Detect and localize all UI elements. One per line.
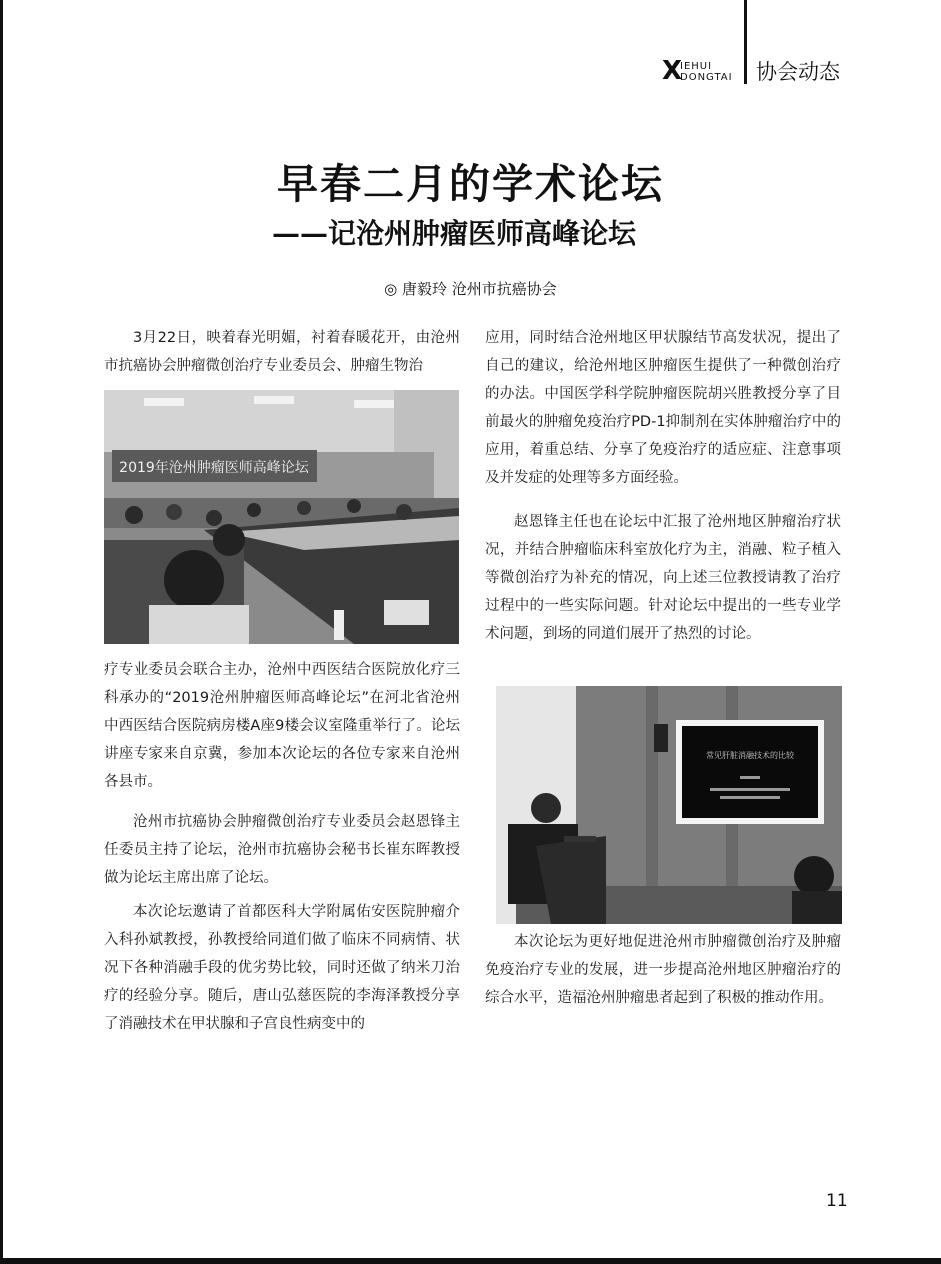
speaker-photo [496,686,842,924]
paragraph-4: 赵恩锋主任也在论坛中汇报了沧州地区肿瘤治疗状况，并结合肿瘤临床科室放化疗为主，消融、粒子植入等微创治疗为补充的情况，向上述三位教授请教了治疗过程中的一些实际问题。针对论坛中提出的一些专业学术问题，到场的同道们展开了热烈的讨论。 [485,514,841,642]
header-divider [744,0,747,84]
section-logo-line2: DONGTAI [680,72,733,83]
article-title: 早春二月的学术论坛 [277,160,664,208]
paragraph-2: 沧州市抗癌协会肿瘤微创治疗专业委员会赵恩锋主任委员主持了论坛，沧州市抗癌协会秘书长崔东晖教授做为论坛主席出席了论坛。 [104,814,460,886]
paragraph-3-start: 本次论坛邀请了首都医科大学附属佑安医院肿瘤介入科孙斌教授，孙教授给同道们做了临床不同病情、状况下各种消融手段的优劣势比较，同时还做了纳米刀治疗的经验分享。随后，唐山弘慈医院的李海泽教授分享了消融技术在甲状腺和子宫良性病变中的 [104,904,460,1032]
page-number: 11 [826,1191,848,1211]
page-bottom-edge [0,1258,941,1264]
paragraph-1-continued: 疗专业委员会联合主办，沧州中西医结合医院放化疗三科承办的“2019沧州肿瘤医师高峰论坛”在河北省沧州中西医结合医院病房楼A座9楼会议室隆重举行了。论坛讲座专家来自京冀，参加本次论坛的各位专家来自沧州各县市。 [104,662,460,790]
paragraph-3-continued: 应用，同时结合沧州地区甲状腺结节高发状况，提出了自己的建议，给沧州地区肿瘤医生提供了一种微创治疗的办法。中国医学科学院肿瘤医院胡兴胜教授分享了目前最火的肿瘤免疫治疗PD-1抑制剂在实体肿瘤治疗中的应用，着重总结、分享了免疫治疗的适应症、注意事项及并发症的处理等多方面经验。 [485,330,841,486]
section-title: 协会动态 [756,60,840,84]
article-byline: ◎ 唐毅玲 沧州市抗癌协会 [384,280,557,298]
paragraph-1-start: 3月22日，映着春光明媚，衬着春暖花开，由沧州市抗癌协会肿瘤微创治疗专业委员会、肿瘤生物治 [104,330,460,374]
article-subtitle: ——记沧州肿瘤医师高峰论坛 [272,217,637,250]
screen-slide-title: 常见肝脏消融技术的比较 [706,751,794,760]
paragraph-5: 本次论坛为更好地促进沧州市肿瘤微创治疗及肿瘤免疫治疗专业的发展，进一步提高沧州地区肿瘤治疗的综合水平，造福沧州肿瘤患者起到了积极的推动作用。 [485,934,841,1006]
section-logo-line1: IEHUI [680,61,713,72]
section-logo-letter: X [662,56,683,86]
photo-banner-text: 2019年沧州肿瘤医师高峰论坛 [119,460,309,476]
meeting-room-photo [104,390,459,644]
